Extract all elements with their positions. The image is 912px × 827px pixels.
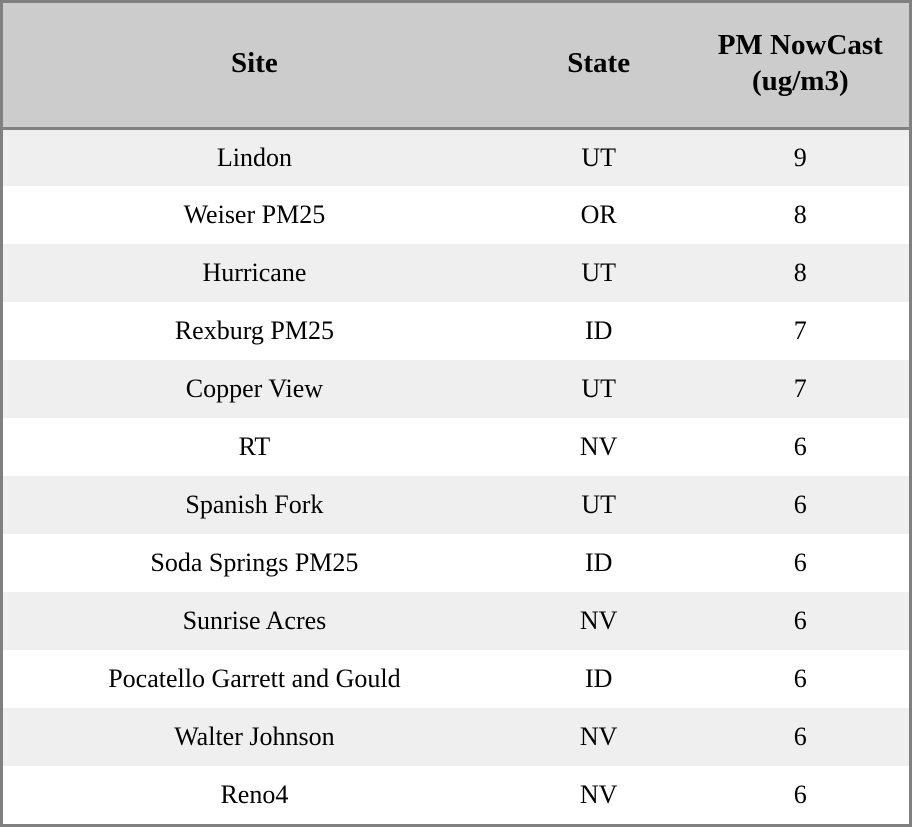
table-header — [3, 3, 909, 128]
cell-site: Spanish Fork — [3, 476, 506, 534]
header-row — [3, 3, 909, 128]
cell-state: UT — [506, 476, 692, 534]
cell-site: Pocatello Garrett and Gould — [3, 650, 506, 708]
table-row — [3, 708, 909, 766]
table-row — [3, 476, 909, 534]
cell-value: 7 — [692, 360, 909, 418]
cell-value: 6 — [692, 766, 909, 824]
cell-state: UT — [506, 360, 692, 418]
cell-site: Walter Johnson — [3, 708, 506, 766]
cell-state: UT — [506, 128, 692, 186]
cell-site: Weiser PM25 — [3, 186, 506, 244]
cell-state: NV — [506, 592, 692, 650]
cell-state: ID — [506, 650, 692, 708]
cell-value: 8 — [692, 244, 909, 302]
table-row — [3, 650, 909, 708]
cell-value: 6 — [692, 650, 909, 708]
cell-state: NV — [506, 766, 692, 824]
cell-value: 8 — [692, 186, 909, 244]
cell-site: Soda Springs PM25 — [3, 534, 506, 592]
column-header-state: State — [506, 3, 692, 128]
table-body — [3, 128, 909, 824]
cell-site: Rexburg PM25 — [3, 302, 506, 360]
table-row — [3, 418, 909, 476]
cell-value: 6 — [692, 708, 909, 766]
cell-value: 6 — [692, 592, 909, 650]
pm-nowcast-table — [3, 3, 909, 824]
column-header-pm-nowcast: PM NowCast (ug/m3) — [692, 3, 909, 128]
cell-value: 6 — [692, 418, 909, 476]
cell-state: OR — [506, 186, 692, 244]
cell-value: 7 — [692, 302, 909, 360]
cell-state: ID — [506, 302, 692, 360]
table-row — [3, 534, 909, 592]
cell-value: 6 — [692, 476, 909, 534]
cell-site: Hurricane — [3, 244, 506, 302]
table-row — [3, 244, 909, 302]
table-row — [3, 128, 909, 186]
cell-site: Reno4 — [3, 766, 506, 824]
cell-value: 9 — [692, 128, 909, 186]
cell-site: Copper View — [3, 360, 506, 418]
table-row — [3, 360, 909, 418]
column-header-site: Site — [3, 3, 506, 128]
cell-site: Sunrise Acres — [3, 592, 506, 650]
table-row — [3, 592, 909, 650]
cell-site: Lindon — [3, 128, 506, 186]
cell-state: NV — [506, 708, 692, 766]
cell-site: RT — [3, 418, 506, 476]
cell-state: UT — [506, 244, 692, 302]
table-row — [3, 186, 909, 244]
cell-state: ID — [506, 534, 692, 592]
table-row — [3, 302, 909, 360]
table-row — [3, 766, 909, 824]
cell-state: NV — [506, 418, 692, 476]
cell-value: 6 — [692, 534, 909, 592]
